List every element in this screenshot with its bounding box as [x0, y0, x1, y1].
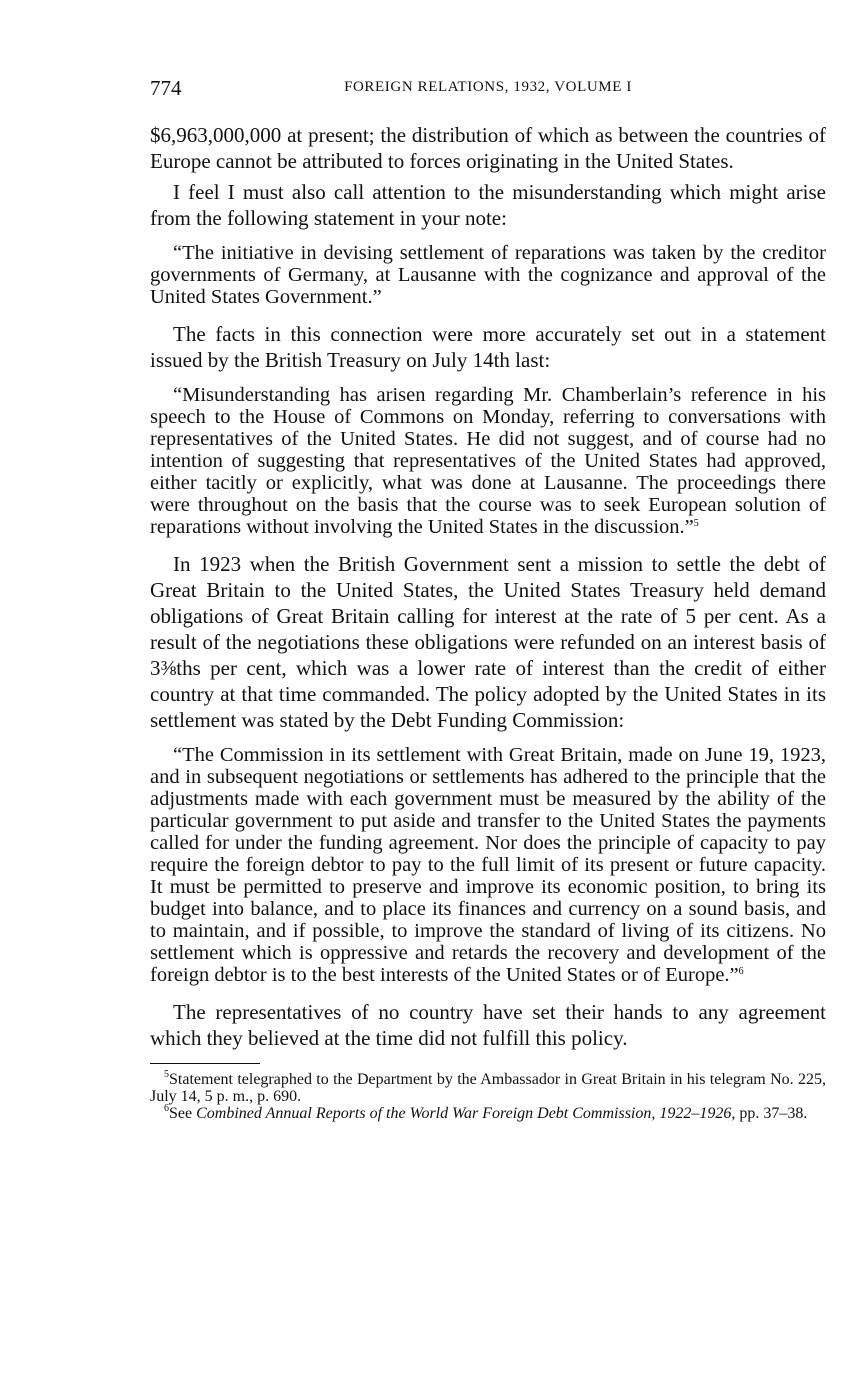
running-title: FOREIGN RELATIONS, 1932, VOLUME I — [344, 79, 632, 95]
footnote-6-title: Combined Annual Reports of the World War Foreign Debt Commission, 1922–1926 — [196, 1105, 732, 1122]
quote-2-text: “Misunderstanding has arisen regarding Mr. Chamberlain’s reference in his speech to the House of Commons on Monday, referring to conversations with representatives of the United States. He did not suggest, and of course had no intention of suggesting that representatives of the United States had approved, either tacitly or explicitly, what was done at Lausanne. The proceedings there were throughout on the basis that the course was to seek European solution of reparations without involving the United States in the discussion.” — [150, 384, 826, 538]
page-number: 774 — [150, 76, 182, 100]
paragraph-4: In 1923 when the British Government sent a mission to settle the debt of Great Britain to the United States, the United States Treasury held demand obligations of Great Britain calling for interest at the rate of 5 per cent. As a result of the negotiations these obligations were refunded on an interest basis of 3⅜ths per cent, which was a lower rate of interest than the credit of either country at that time commanded. The policy adopted by the United States in its settlement was stated by the Debt Funding Commission: — [150, 552, 826, 732]
page-header — [150, 76, 826, 100]
footnote-5 — [150, 1071, 826, 1105]
footnote-5-text: Statement telegraphed to the Department by the Ambassador in Great Britain in his telegram No. 225, July 14, 5 p. m., p. 690. — [150, 1071, 826, 1105]
footnote-6-mark: 6 — [164, 1103, 169, 1114]
footnote-ref-6: 6 — [738, 966, 744, 977]
quote-3-text: “The Commission in its settlement with Great Britain, made on June 19, 1923, and in subsequent negotiations or settlements has adhered to the principle that the adjustments made with each government must be measured by the ability of the particular government to put aside and transfer to the United States the payments called for under the funding agreement. Nor does the principle of capacity to pay require the foreign debtor to pay to the full limit of its present or future capacity. It must be permitted to preserve and improve its economic position, to bring its budget into balance, and to place its finances and currency on a sound basis, and to maintain, and if possible, to improve the standard of living of its citizens. No settlement which is oppressive and retards the recovery and development of the foreign debtor is to the best interests of the United States or of Europe.” — [150, 744, 826, 986]
footnote-6 — [150, 1105, 826, 1122]
quote-3 — [150, 744, 826, 986]
paragraph-5: The representatives of no country have set their hands to any agreement which they believed at the time did not fulfill this policy. — [150, 1000, 826, 1050]
quote-2 — [150, 384, 826, 538]
footnote-5-mark: 5 — [164, 1069, 169, 1080]
paragraph-1: $6,963,000,000 at present; the distribution of which as between the countries of Europe cannot be attributed to forces originating in the United States. — [150, 123, 826, 173]
page-body — [150, 122, 826, 1122]
footnote-ref-5: 5 — [693, 518, 699, 529]
footnote-6-post: , pp. 37–38. — [731, 1105, 808, 1122]
quote-1: “The initiative in devising settlement of reparations was taken by the creditor governments of Germany, at Lausanne with the cognizance and approval of the United States Government.” — [150, 242, 826, 308]
footnote-6-pre: See — [169, 1105, 197, 1122]
paragraph-2: I feel I must also call attention to the misunderstanding which might arise from the following statement in your note: — [150, 180, 826, 230]
paragraph-3: The facts in this connection were more accurately set out in a statement issued by the British Treasury on July 14th last: — [150, 322, 826, 372]
footnote-divider — [150, 1063, 260, 1064]
